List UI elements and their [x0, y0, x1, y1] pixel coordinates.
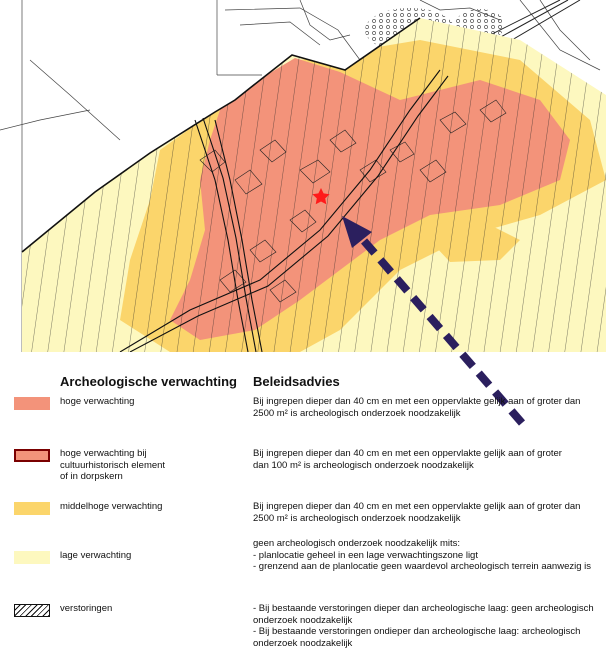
legend-label-high-heritage: hoge verwachting bij cultuurhistorisch element of in dorpskern [60, 448, 166, 482]
legend-advice-medium: Bij ingrepen dieper dan 40 cm en met een oppervlakte gelijk aan of groter dan 2500 m² is archeologisch onderzoek noodzakelijk [253, 501, 581, 524]
swatch-low-expectation [14, 551, 50, 564]
legend-label-low: lage verwachting [60, 550, 132, 561]
legend-advice-high: Bij ingrepen dieper dan 40 cm en met een oppervlakte gelijk aan of groter dan 2500 m² is archeologisch onderzoek noodzakelijk [253, 396, 581, 419]
legend-label-medium: middelhoge verwachting [60, 501, 163, 512]
legend-advice-disturbances: - Bij bestaande verstoringen dieper dan archeologische laag: geen archeologisch onderzoek noodzakelijk - Bij bestaande verstoringen ondieper dan archeologische laag: archeologisch onderzoek noodzakelijk [253, 603, 594, 649]
legend-header-advice: Beleidsadvies [253, 374, 340, 389]
map-legend [0, 352, 606, 648]
swatch-medium-expectation [14, 502, 50, 515]
swatch-high-expectation-heritage [14, 449, 50, 462]
swatch-high-expectation [14, 397, 50, 410]
legend-advice-high-heritage: Bij ingrepen dieper dan 40 cm en met een oppervlakte gelijk aan of groter dan 100 m² is archeologisch onderzoek noodzakelijk [253, 448, 562, 471]
legend-header-expectation: Archeologische verwachting [60, 374, 237, 389]
legend-advice-low: geen archeologisch onderzoek noodzakelijk mits: - planlocatie geheel in een lage verwachtingszone ligt - grenzend aan de planlocatie geen waardevol archeologisch terrein aanwezig is [253, 538, 591, 572]
legend-label-high: hoge verwachting [60, 396, 135, 407]
legend-label-disturbances: verstoringen [60, 603, 113, 614]
swatch-disturbances [14, 604, 50, 617]
